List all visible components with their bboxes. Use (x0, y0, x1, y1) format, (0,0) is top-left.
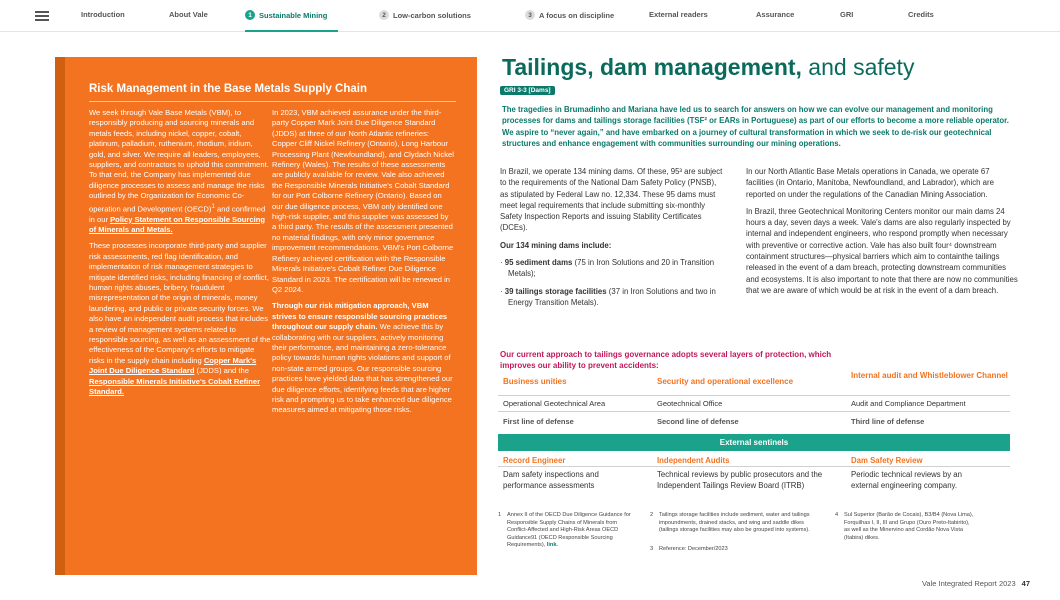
oecd-link[interactable]: link. (546, 542, 558, 548)
table-cell: Operational Geotechnical Area (503, 399, 606, 408)
gri-badge: GRI 3-3 [Dams] (500, 86, 555, 95)
body-paragraph: In Brazil, we operate 134 mining dams. Of these, 95³ are subject to the requirements of the National Dam Safety Policy (PNSB), as stipulated by Federal Law no. 12,334. These 95 dams must meet legal requirements that include submitting six-monthly Safety Inspection Reports and issuing Stability Certificates (DCEs). (500, 167, 723, 233)
footnote-2 (650, 512, 815, 535)
nav-introduction[interactable] (81, 10, 125, 19)
bold-text: Through our risk mitigation approach, VBM strives to ensure responsible sourcing practices throughout our supply chain. (272, 301, 448, 332)
footnote-number: 1 (498, 512, 502, 518)
page-number: 47 (1021, 579, 1030, 588)
nav-label: Assurance (756, 10, 795, 19)
table-cell: Geotechnical Office (657, 399, 723, 408)
box-paragraph (272, 301, 454, 415)
copper-mark-link[interactable]: Copper Mark's Joint Due Diligence Standard (89, 355, 257, 376)
box-paragraph (89, 241, 271, 397)
text: (75 in Iron Solutions and 20 in Transition Metals); (508, 258, 715, 279)
text: and confirmed in our (89, 204, 266, 224)
table-divider (498, 466, 1010, 467)
nav-label: GRI (840, 10, 854, 19)
nav-credits[interactable] (908, 10, 934, 19)
sentinel-header: Record Engineer (503, 456, 566, 465)
external-sentinels-band: External sentinels (498, 434, 1010, 451)
table-cell: Audit and Compliance Department (851, 399, 966, 408)
title-bold: Tailings, dam management, (502, 54, 802, 80)
body-column-left (500, 166, 724, 314)
body-paragraph: In our North Atlantic Base Metals operations in Canada, we operate 67 facilities (in Ontario, Manitoba, Newfoundland, and Labrador), which are reported on under the regulations of the Canadian Mining Association. (746, 167, 994, 199)
intro-paragraph: The tragedies in Brumadinho and Mariana have led us to search for answers on how we can evolve our management and monitoring processes for dams and tailings storage facilities (TSF² or EARs in Portuguese) as part of our efforts to become a more reliable operator. We aspire to “never again,” and have embarked on a journey of cultural transformation in which we seek to de-risk our geotechnical structures and enhance engagement with communities surrounding our mining operations. (502, 105, 1009, 149)
table-divider (498, 395, 1010, 396)
nav-label: Credits (908, 10, 934, 19)
nav-label: About Vale (169, 10, 208, 19)
footnote-number: 4 (835, 512, 839, 518)
footnote-number: 3 (650, 546, 654, 552)
sentinel-text: Periodic technical reviews by an external engineering company. (851, 470, 962, 490)
bold-text: 39 tailings storage facilities (504, 286, 607, 296)
top-nav (0, 0, 1060, 32)
table-header: Internal audit and Whistleblower Channel (851, 371, 1008, 380)
table-cell: First line of defense (503, 417, 574, 426)
text: We seek through Vale Base Metals (VBM), to responsibly producing and sourcing minerals and metals feeds, including nickel, copper, cobalt, platinum, palladium, ruthenium, rhodium, iridium, gold, and silver. We require all leaders, employees, suppliers, and contractors to uphold this commitment. To that end, the Company has implemented due diligence processes to assess and manage the risks outlined by the Organization for Economic Co-operation and Development (OECD) (89, 108, 269, 214)
table-header: Security and operational excellence (657, 377, 794, 386)
box-divider (89, 101, 456, 102)
nav-low-carbon[interactable] (379, 10, 471, 20)
nav-label: Sustainable Mining (259, 10, 328, 20)
table-header: Business unities (503, 377, 567, 386)
nav-assurance[interactable] (756, 10, 794, 19)
nav-sustainable-mining[interactable] (245, 10, 327, 20)
page-footer (922, 579, 1030, 588)
table-divider (498, 411, 1010, 412)
nav-about-vale[interactable] (169, 10, 208, 19)
box-paragraph: In 2023, VBM achieved assurance under the third-party Copper Mark Joint Due Diligence Standard (JDDS) at three of our North Atlantic refineries: Copper Cliff Nickel Refinery (Ontario), Long Harbour Processing Plant (Newfoundland), and Clydach Nickel Refinery (Wales). The results of these assessments are publicly available for review. Vale also achieved the Responsible Minerals Initiative's Cobalt Standard for our Port Colborne Refinery (Ontario). Based on our due diligence process, VBM only identified one high-risk supplier, and this supplier was assessed by a third party. The results of the assessment presented no material findings, with only minor governance improvement recommendations. VBM's Port Colborne Refinery achieved certification with the Responsible Minerals Initiative's Cobalt Refiner Due Diligence Standard in 2023. The certification will be renewed in Q2 2024. (272, 108, 454, 294)
footnote-3 (650, 546, 815, 554)
policy-statement-link[interactable]: Policy Statement on Responsible Sourcing of Minerals and Metals. (89, 214, 265, 234)
text: Annex II of the OECD Due Diligence Guidance for Responsible Supply Chains of Minerals from Conflict-Affected and High-Risk Areas OECD Guidance91 (OECD Responsible Sourcing Requirements), (507, 512, 631, 548)
nav-external-readers[interactable] (649, 10, 708, 19)
sentinel-header: Independent Audits (657, 456, 730, 465)
page-title (502, 54, 914, 81)
list-title: Our 134 mining dams include: (500, 240, 612, 250)
footnote-text: Sul Superior (Barão de Cocais), B3/B4 (Nova Lima), Forquilhas I, II, III and Grupo (Ouro Preto-Itabirito), as well as the Minervino and Cordão Nova Vista (Itabira) dikes. (844, 512, 974, 541)
table-title: Our current approach to tailings governance adopts several layers of protection, which improves our ability to prevent accidents: (500, 350, 832, 370)
footnote-ref: 1 (211, 202, 215, 210)
footnote-text: Reference: December/2023 (659, 546, 728, 552)
text: (JDDS) and the (194, 366, 249, 376)
table-cell: Second line of defense (657, 417, 739, 426)
list-item: · 95 sediment dams (75 in Iron Solutions and 20 in Transition Metals); (500, 258, 715, 279)
box-column-1 (89, 108, 271, 404)
nav-label: A focus on discipline (539, 10, 615, 20)
active-tab-indicator (245, 30, 338, 32)
bold-text: 95 sediment dams (504, 258, 573, 268)
text: These processes incorporate third-party and supplier risk assessments, red flag identification, and implementation of risk management strategies to mitigate identified risks, including financing of conflict, human rights abuses, bribery, fraudulent misrepresentation of the origin of minerals, money laundering, and public or private security forces. We also have an independent audit process that includes a review of management systems related to responsible sourcing, as well as an assessment of the effectiveness of the Company's efforts to mitigate risks in the supply chain including (89, 241, 271, 365)
text: (37 in Iron Solutions and two in Energy Transition Metals). (508, 286, 716, 307)
sentinel-text: Dam safety inspections and performance assessments (503, 470, 599, 490)
footnote-number: 2 (650, 512, 654, 518)
sentinel-header: Dam Safety Review (851, 456, 923, 465)
body-paragraph: In Brazil, three Geotechnical Monitoring Centers monitor our main dams 24 hours a day, seven days a week. Vale's dams are also regularly inspected by internal and independent engineers, who respond promptly when necessary with preventive or corrective action. Vale has also built four⁴ downstream containment structures—physical barriers which aim to containthe tailings released in the event of a dam breach, protecting downstream communities and ecosystems. It is also important to note that there are now no communities that we are aware of which would be at risk in the event of a dam breach. (746, 206, 1018, 295)
nav-number-badge: 1 (245, 10, 255, 20)
cobalt-refiner-link[interactable]: Responsible Minerals Initiative's Cobalt Refiner Standard. (89, 376, 261, 397)
list-item: · 39 tailings storage facilities (37 in Iron Solutions and two in Energy Transition Metals). (500, 286, 716, 307)
sentinel-text: Technical reviews by public prosecutors and the Independent Tailings Review Board (ITRB) (657, 470, 823, 490)
nav-number-badge: 2 (379, 10, 389, 20)
nav-label: Low-carbon solutions (393, 10, 471, 20)
table-cell: Third line of defense (851, 417, 925, 426)
box-paragraph (89, 108, 271, 235)
footnote-text: Tailings storage facilities include sediment, water and tailings impoundments, drained stacks, and wing and saddle dikes (tailings storage facilities may also be grouped into systems). (659, 512, 810, 533)
footnote-text (507, 512, 638, 550)
nav-gri[interactable] (840, 10, 853, 19)
nav-label: External readers (649, 10, 708, 19)
nav-focus-discipline[interactable] (525, 10, 614, 20)
box-title: Risk Management in the Base Metals Supply Chain (89, 83, 367, 95)
nav-number-badge: 3 (525, 10, 535, 20)
report-name: Vale Integrated Report 2023 (921, 579, 1016, 588)
footnote-4 (835, 512, 975, 542)
footnote-1 (498, 512, 638, 550)
body-column-right (746, 166, 1018, 302)
title-rest: and safety (801, 54, 915, 80)
dam-list (500, 257, 724, 308)
box-column-2 (272, 108, 454, 422)
text: We achieve this by collaborating with our suppliers, actively monitoring their performance, and maintaining a zero-tolerance policy towards human rights violations and support of non-state armed groups. Our responsible sourcing practices have yielded data that has strengthened our due diligence efforts, identifying feeds that are higher risk and prompting us to take enhanced due diligence measures aimed at mitigating those risks. (272, 322, 453, 415)
nav-label: Introduction (81, 10, 125, 19)
box-accent-edge (55, 57, 65, 575)
menu-icon[interactable] (35, 11, 49, 21)
